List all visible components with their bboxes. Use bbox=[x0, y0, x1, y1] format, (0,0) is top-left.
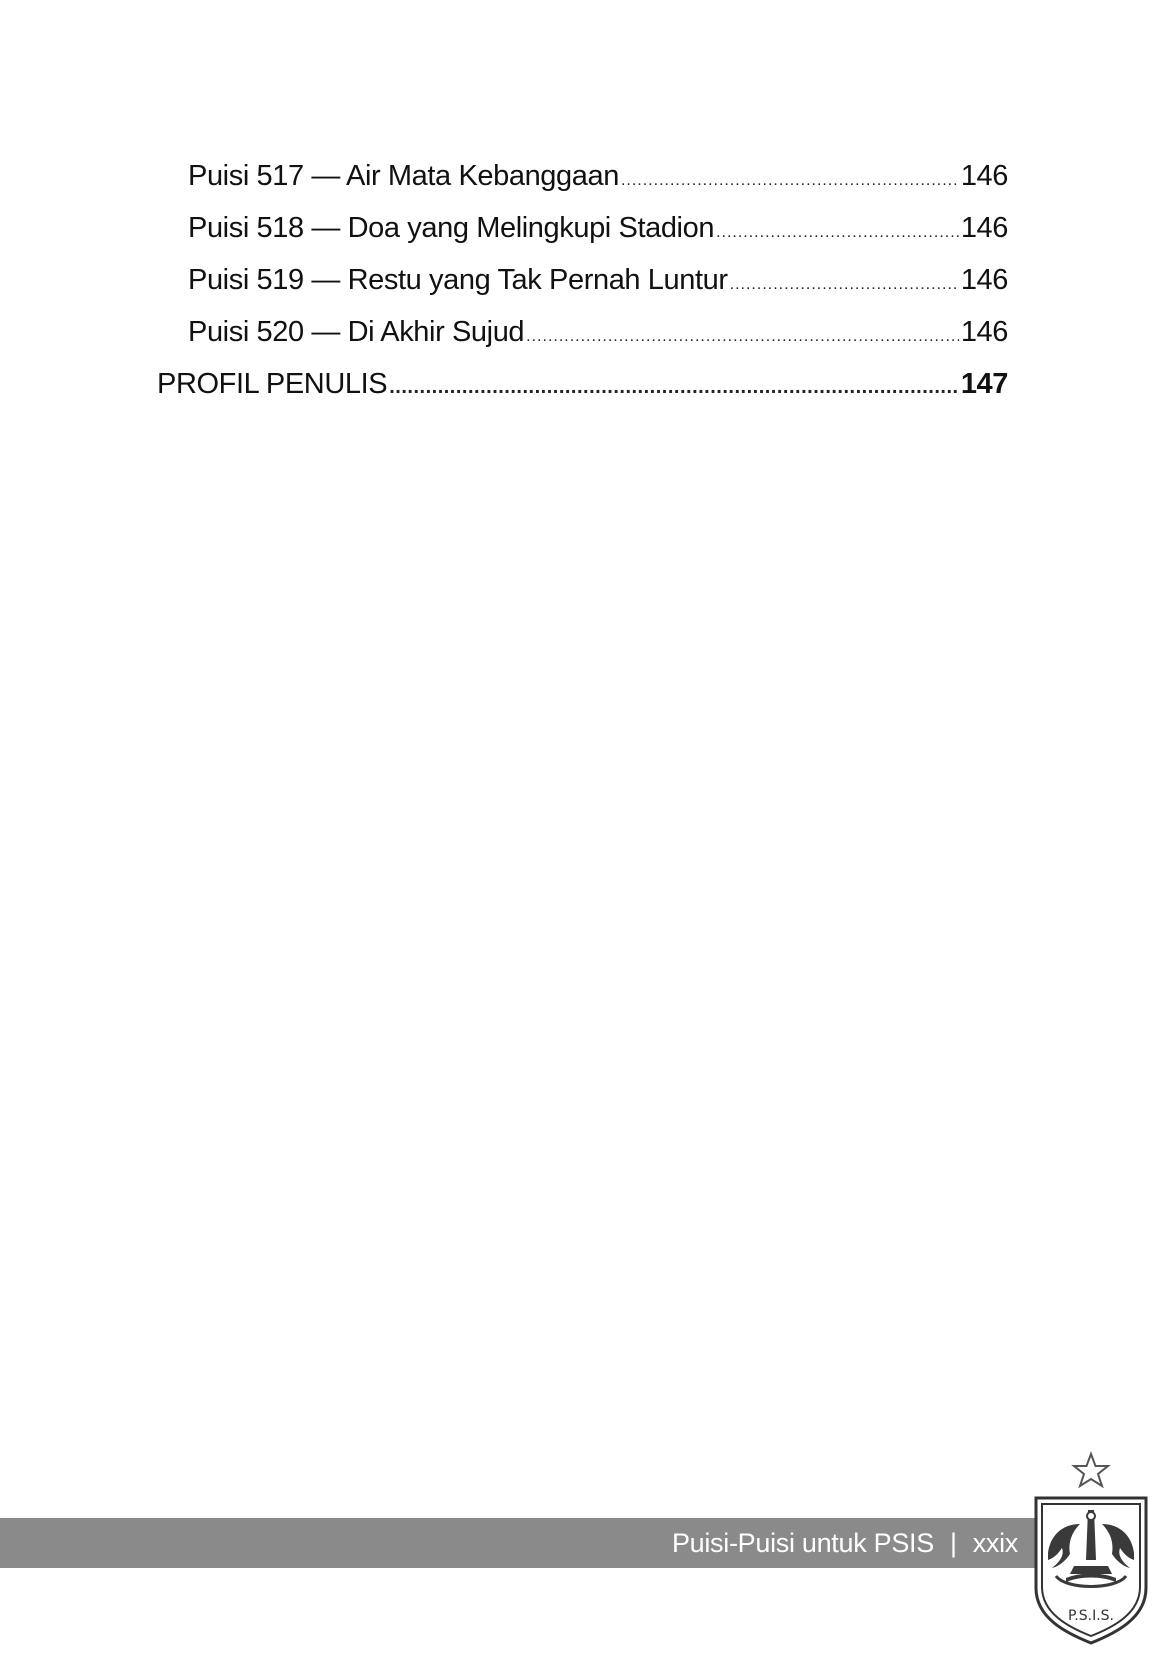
toc-entry-title: Puisi 518 — Doa yang Melingkupi Stadion bbox=[188, 212, 715, 244]
toc-entry-page: 146 bbox=[960, 264, 1008, 296]
toc-entry-profil-penulis[interactable] bbox=[157, 367, 1008, 404]
table-of-contents bbox=[0, 0, 1166, 420]
toc-entry[interactable] bbox=[188, 159, 1008, 198]
toc-entry-page: 146 bbox=[960, 160, 1008, 192]
toc-entry[interactable] bbox=[188, 211, 1008, 250]
toc-entry-title: PROFIL PENULIS bbox=[157, 368, 388, 400]
dot-leader bbox=[716, 216, 959, 250]
psis-crest-icon bbox=[1026, 1448, 1156, 1648]
footer-page-number: xxix bbox=[972, 1528, 1018, 1558]
star-icon bbox=[1074, 1454, 1108, 1486]
dot-leader bbox=[730, 268, 959, 302]
footer-separator: | bbox=[949, 1528, 957, 1558]
toc-entry-page: 146 bbox=[960, 316, 1008, 348]
footer-book-title: Puisi-Puisi untuk PSIS bbox=[671, 1528, 934, 1558]
toc-entry-title: Puisi 519 — Restu yang Tak Pernah Luntur bbox=[188, 264, 728, 296]
toc-entry-page: 147 bbox=[960, 368, 1008, 400]
dot-leader bbox=[621, 164, 959, 198]
footer-bar bbox=[0, 1518, 1036, 1568]
toc-entry-title: Puisi 517 — Air Mata Kebanggaan bbox=[188, 160, 619, 192]
toc-entry[interactable] bbox=[188, 315, 1008, 354]
footer-running-title bbox=[672, 1518, 1018, 1568]
dot-leader bbox=[526, 320, 959, 354]
toc-entry-title: Puisi 520 — Di Akhir Sujud bbox=[188, 316, 525, 348]
toc-entry[interactable] bbox=[188, 263, 1008, 302]
logo-text: P.S.I.S. bbox=[1068, 1608, 1114, 1624]
dot-leader bbox=[389, 370, 959, 404]
toc-entry-page: 146 bbox=[960, 212, 1008, 244]
